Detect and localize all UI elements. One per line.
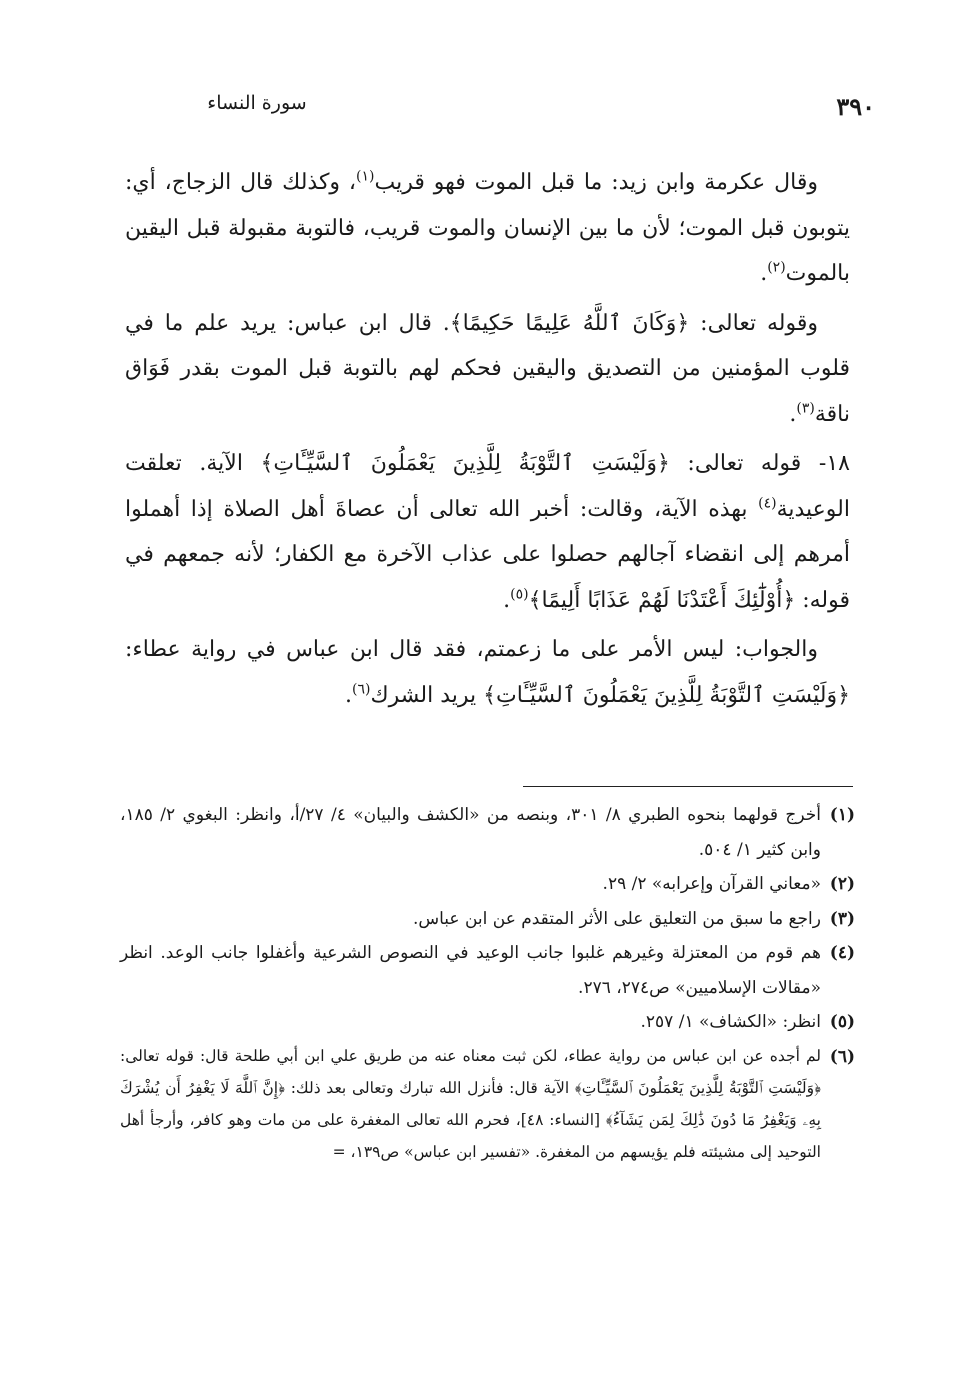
footnote-number: (٣) xyxy=(829,908,855,929)
footnote-5 xyxy=(120,1005,855,1040)
paragraph-text: ، وكذلك قال الزجاج، أي: يتوبون قبل الموت؛ لأن ما بين الإنسان والموت قريب، فالتوبة مقبولة قبل اليقين بالموت xyxy=(125,170,850,286)
footnote-text: «معاني القرآن وإعرابه» ٢/ ٢٩. xyxy=(602,874,821,894)
paragraph-1 xyxy=(125,160,850,297)
footnote-ref: (١) xyxy=(356,168,375,185)
paragraph-text: والجواب: ليس الأمر على ما زعمتم، فقد قال ابن عباس في رواية عطاء: ﴿وَلَيْسَتِ ٱلتَّوْبَةُ لِلَّذِينَ يَعْمَلُونَ ٱلسَّيِّـَٔاتِ﴾ يريد الشرك xyxy=(125,637,850,708)
paragraph-2 xyxy=(125,301,850,438)
footnote-ref: (٥) xyxy=(510,586,529,603)
footnote-text: هم قوم من المعتزلة وغيرهم غلبوا جانب الوعيد في النصوص الشرعية وأغفلوا جانب الوعد. انظر «مقالات الإسلاميين» ص٢٧٤، ٢٧٦. xyxy=(120,943,821,998)
paragraph-text: وقال عكرمة وابن زيد: ما قبل الموت فهو قريب xyxy=(374,170,818,195)
footnote-ref: (٢) xyxy=(767,259,786,276)
footnote-ref: (٤) xyxy=(758,495,777,512)
page-number: ٣٩٠ xyxy=(836,92,875,121)
footnote-text: أخرج قولهما بنحوه الطبري ٨/ ٣٠١، وبنصه من «الكشف والبيان» ٤/ ٢٧/أ، وانظر: البغوي ٢/ ١٨٥، وابن كثير ١/ ٥٠٤. xyxy=(120,805,821,860)
footnote-1 xyxy=(120,798,855,867)
footnote-2 xyxy=(120,867,855,902)
footnote-number: (٤) xyxy=(829,943,855,963)
paragraph-text: . xyxy=(503,587,511,613)
footnote-number: (٥) xyxy=(829,1012,855,1032)
paragraph-text: . xyxy=(789,401,797,427)
main-text xyxy=(125,160,850,722)
footnote-divider xyxy=(523,786,853,787)
footnote-number: (١) xyxy=(829,805,855,825)
paragraph-3 xyxy=(125,441,850,623)
footnote-text: انظر: «الكشاف» ١/ ٢٥٧. xyxy=(640,1012,821,1032)
footnote-number: (٢) xyxy=(829,874,855,894)
footnote-ref: (٣) xyxy=(796,400,815,417)
footnote-text: راجع ما سبق من التعليق على الأثر المتقدم عن ابن عباس. xyxy=(412,908,821,929)
paragraph-text: . xyxy=(345,682,353,708)
paragraph-4 xyxy=(125,627,850,718)
footnote-text: لم أجده عن ابن عباس من رواية عطاء، لكن ثبت معناه عنه من طريق علي ابن أبي طلحة قال: قوله تعالى: ﴿وَلَيْسَتِ ٱلتَّوْبَةُ لِلَّذِينَ يَعْمَلُونَ ٱلسَّيِّـَٔاتِ﴾ الآية قال: فأنزل الله تبارك وتعالى بعد ذلك: ﴿إِنَّ ٱللَّهَ لَا يَغْفِرُ أَن يُشْرَكَ بِهِۦ وَيَغْفِرُ مَا دُونَ ذَٰلِكَ لِمَن يَشَآءُ﴾ [النساء: ٤٨]، فحرم الله تعالى المغفرة على من مات وهو كافر، وأرجأ أهل التوحيد إلى مشيئته فلم يؤيسهم من المغفرة. «تفسير ابن عباس» ص١٣٩، = xyxy=(120,1046,821,1161)
footnote-ref: (٦) xyxy=(352,681,371,698)
paragraph-text: وقوله تعالى: ﴿وَكَانَ ٱللَّهُ عَلِيمًا حَكِيمًا﴾. قال ابن عباس: يريد علم ما في قلوب المؤمنين من التصديق واليقين فحكم لهم بالتوبة قبل الموت بقدر فَوَاق ناقة xyxy=(125,310,850,427)
paragraph-text: ١٨- قوله تعالى: ﴿وَلَيْسَتِ ٱلتَّوْبَةُ لِلَّذِينَ يَعْمَلُونَ ٱلسَّيِّـَٔاتِ﴾ الآية. تعلقت الوعيدية xyxy=(125,451,850,522)
footnote-number: (٦) xyxy=(829,1046,855,1067)
footnote-4 xyxy=(120,936,855,1005)
footnote-3 xyxy=(120,902,855,937)
paragraph-text: بهذه الآية، وقالت: أخبر الله تعالى أن عصاةَ أهل الصلاة إذا أهملوا أمرهم إلى انقضاء آجالهم حصلوا على عذاب الآخرة مع الكفار؛ لأنه جمعهم في قوله: ﴿أُوْلَٰٓئِكَ أَعْتَدْنَا لَهُمْ عَذَابًا أَلِيمًا﴾ xyxy=(125,496,850,613)
paragraph-text: . xyxy=(760,261,768,286)
running-title: سورة النساء xyxy=(207,92,307,114)
footnote-6 xyxy=(120,1040,855,1168)
footnotes xyxy=(120,798,855,1168)
